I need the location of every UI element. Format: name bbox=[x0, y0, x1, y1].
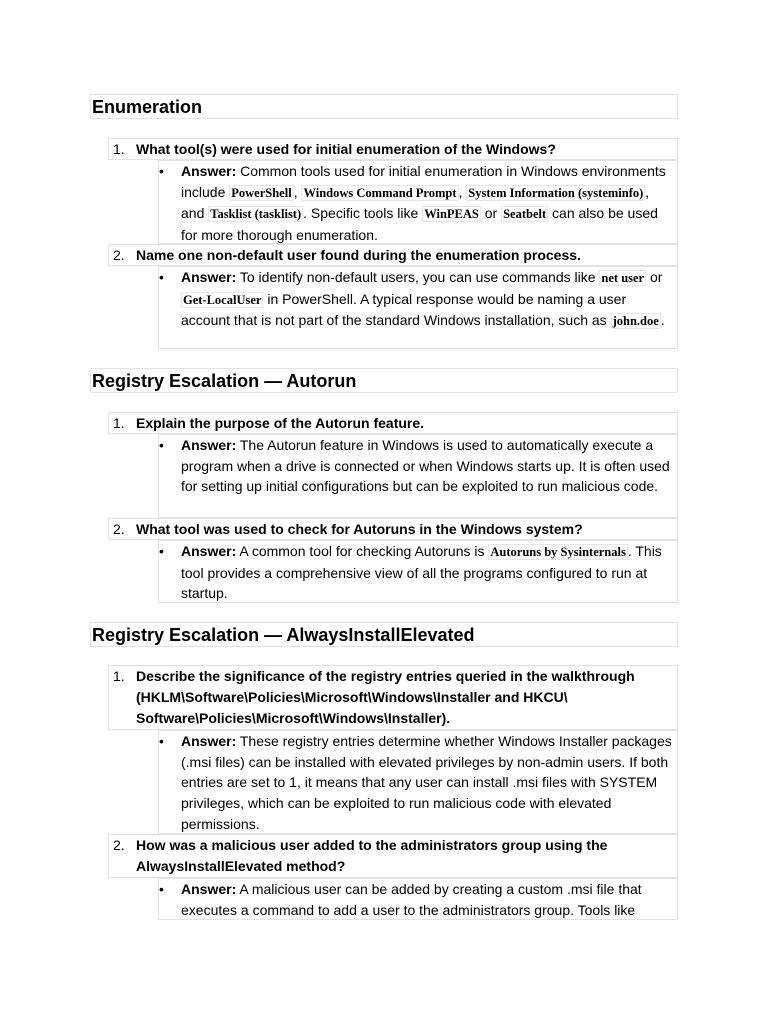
bullet: • bbox=[159, 881, 164, 897]
answer-text: Answer: Common tools used for initial enumeration in Windows environments include PowerShell , Windows Command Prompt , System Information (systeminfo) , and Tasklist (tasklist) . Specific tools like WinPEAS or Seatbelt can also be used for more thorough enumeration. bbox=[181, 163, 666, 244]
question-number: 1. bbox=[113, 668, 125, 684]
question-number: 1. bbox=[113, 415, 125, 431]
answer-label: Answer: bbox=[181, 163, 237, 179]
question-text: Describe the significance of the registry entries queried in the walkthrough (HKLM\Software\Policies\Microsoft\Windows\Installer and HKCU\ Software\Policies\Microsoft\Windows\Installer). bbox=[136, 668, 635, 726]
question-item bbox=[108, 138, 678, 160]
bullet: • bbox=[159, 269, 164, 285]
answer-text: Answer: The Autorun feature in Windows is used to automatically execute a program when a drive is connected or when Windows starts up. It is often used for setting up initial configurations but can be exploited to run malicious code. bbox=[181, 437, 670, 495]
bullet: • bbox=[159, 543, 164, 559]
answer-text: Answer: A common tool for checking Autoruns is Autoruns by Sysinternals . This tool provides a comprehensive view of all the programs configured to run at startup. bbox=[181, 543, 662, 602]
question-text: How was a malicious user added to the administrators group using the AlwaysInstallElevated method? bbox=[136, 837, 608, 874]
answer-item bbox=[158, 730, 678, 834]
bullet: • bbox=[159, 733, 164, 749]
answer-item bbox=[158, 540, 678, 603]
answer-item bbox=[158, 160, 678, 244]
answer-text: Answer: To identify non-default users, you can use commands like net user or Get-LocalUser in PowerShell. A typical response would be naming a user account that is not part of the standard Windows installation, such as john.doe . bbox=[181, 269, 665, 329]
question-text: Name one non-default user found during the enumeration process. bbox=[136, 247, 581, 263]
answer-text: Answer: These registry entries determine whether Windows Installer packages (.msi files) can be installed with elevated privileges by non-admin users. If both entries are set to 1, it means that any user can install .msi files with SYSTEM privileges, which can be exploited to run malicious code with elevated permissions. bbox=[181, 733, 672, 832]
inline-code: PowerShell bbox=[231, 185, 292, 200]
question-number: 2. bbox=[113, 521, 125, 537]
bullet: • bbox=[159, 437, 164, 453]
answer-text: Answer: A malicious user can be added by creating a custom .msi file that executes a command to add a user to the administrators group. Tools like bbox=[181, 881, 642, 918]
answer-item bbox=[158, 266, 678, 349]
question-number: 2. bbox=[113, 247, 125, 263]
inline-code: net user bbox=[601, 271, 645, 285]
question-item bbox=[108, 518, 678, 540]
question-item bbox=[108, 665, 678, 730]
question-item bbox=[108, 412, 678, 434]
question-item bbox=[108, 834, 678, 878]
question-text: What tool was used to check for Autoruns in the Windows system? bbox=[136, 521, 583, 537]
inline-code: Windows Command Prompt bbox=[303, 185, 457, 200]
answer-item bbox=[158, 878, 678, 920]
question-text: Explain the purpose of the Autorun feature. bbox=[136, 415, 425, 431]
answer-label: Answer: bbox=[181, 733, 237, 749]
section-heading-alwaysinstallelevated: Registry Escalation — AlwaysInstallElevated bbox=[90, 622, 678, 647]
section-heading-enumeration: Enumeration bbox=[90, 94, 678, 119]
inline-code: john.doe bbox=[612, 314, 659, 329]
inline-code: System Information (systeminfo) bbox=[468, 185, 644, 200]
answer-label: Answer: bbox=[181, 437, 237, 453]
inline-code: Tasklist (tasklist) bbox=[210, 207, 302, 222]
section-heading-autorun: Registry Escalation — Autorun bbox=[90, 368, 678, 393]
answer-label: Answer: bbox=[181, 881, 237, 897]
question-number: 2. bbox=[113, 837, 125, 853]
inline-code: WinPEAS bbox=[424, 207, 479, 222]
question-text: What tool(s) were used for initial enumeration of the Windows? bbox=[136, 141, 556, 157]
inline-code: Get-LocalUser bbox=[183, 292, 262, 307]
bullet: • bbox=[159, 163, 164, 179]
inline-code: Seatbelt bbox=[503, 207, 547, 222]
answer-label: Answer: bbox=[181, 543, 237, 559]
answer-label: Answer: bbox=[181, 269, 237, 285]
question-number: 1. bbox=[113, 141, 125, 157]
inline-code: Autoruns by Sysinternals bbox=[490, 545, 626, 559]
answer-item bbox=[158, 434, 678, 518]
question-item bbox=[108, 244, 678, 266]
